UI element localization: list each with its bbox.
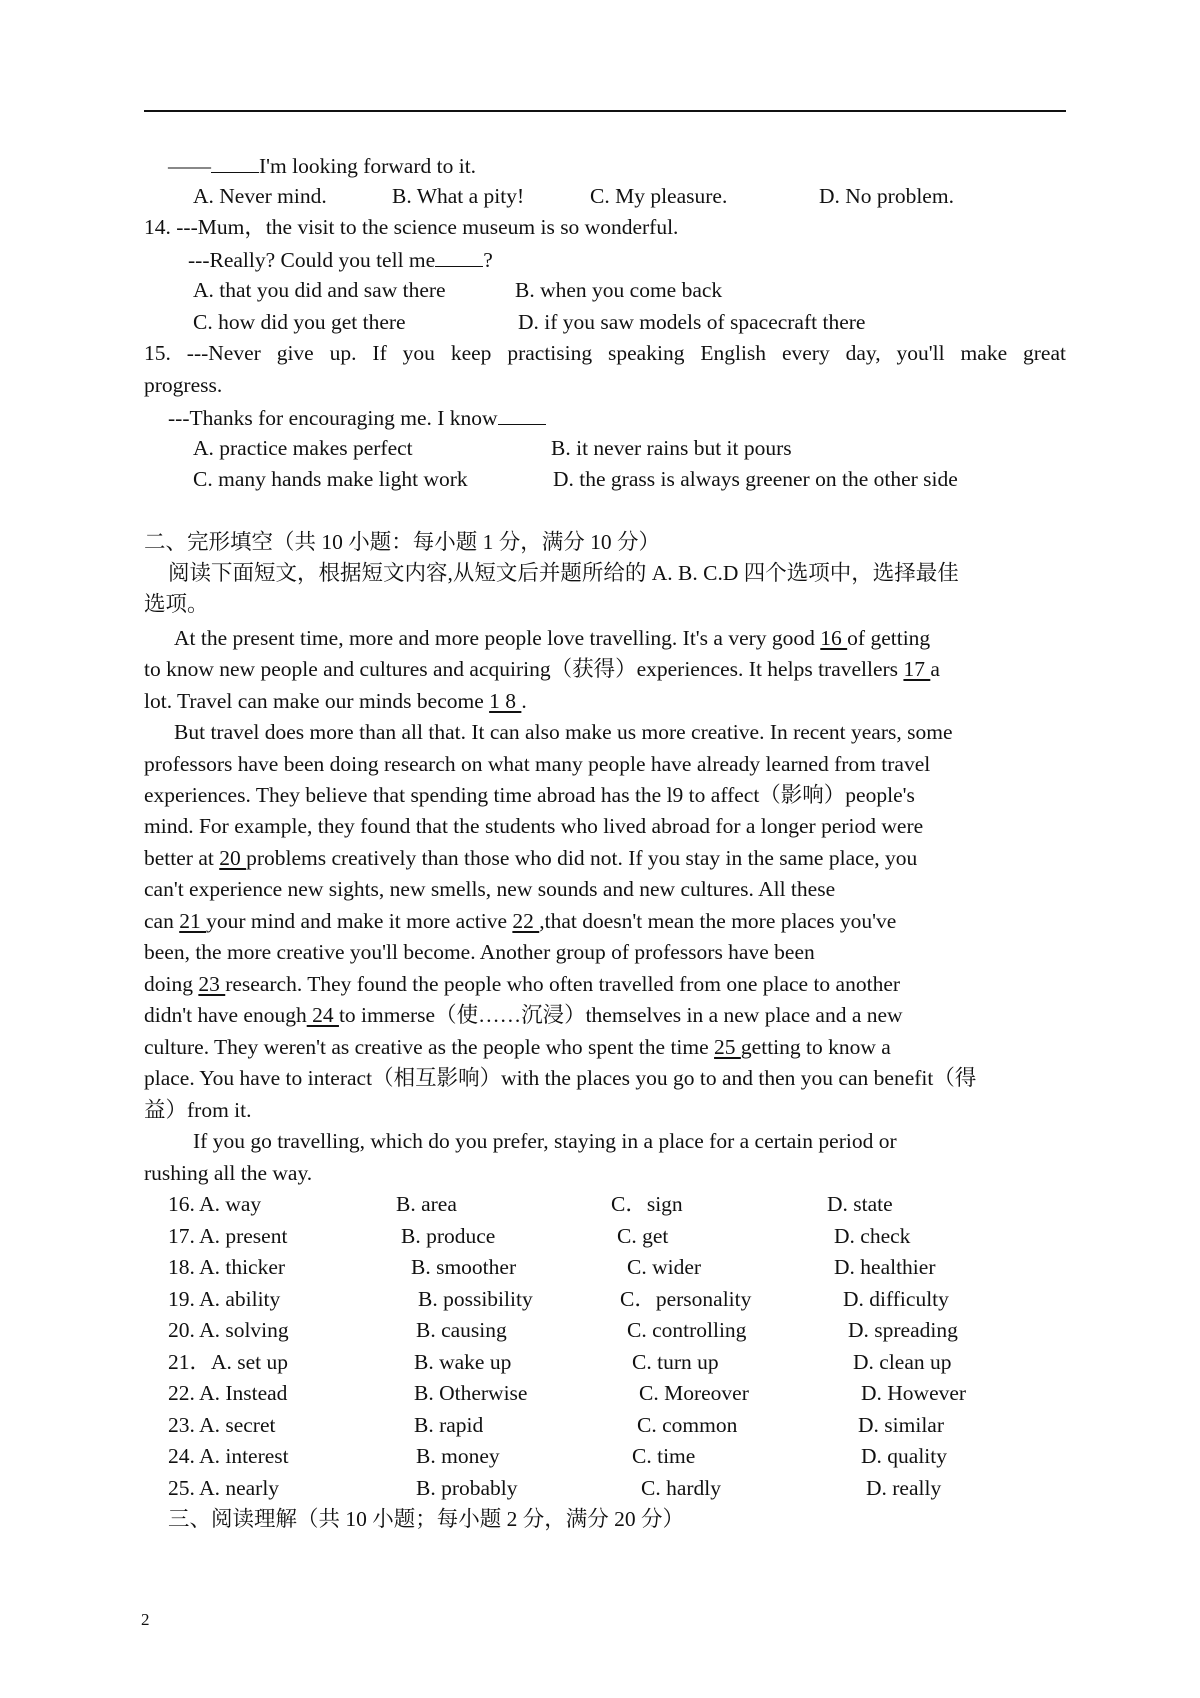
choice-19-b: B. possibility: [418, 1287, 533, 1311]
q14-option-c: C. how did you get there: [193, 310, 406, 334]
section2-instruction: 阅读下面短文，根据短文内容,从短文后并题所给的 A. B. C.D 四个选项中，选择最佳: [168, 561, 959, 585]
choice-20-b: B. causing: [416, 1318, 507, 1342]
choice-16-b: B. area: [396, 1192, 457, 1216]
q13-option-a: A. Never mind.: [193, 184, 327, 208]
q13-option-d: D. No problem.: [819, 184, 954, 208]
choice-19-a: 19. A. ability: [168, 1287, 281, 1311]
passage-line: 益）from it.: [144, 1098, 252, 1122]
blank-22: 22: [512, 909, 540, 933]
choice-23-b: B. rapid: [414, 1413, 484, 1437]
choice-17-a: 17. A. present: [168, 1224, 288, 1248]
q15-option-a: A. practice makes perfect: [193, 436, 413, 460]
passage-line: better at 20 problems creatively than those who did not. If you stay in the same place, you: [144, 846, 918, 870]
q13-text: I'm looking forward to it.: [259, 154, 477, 178]
q13-blank: [211, 152, 259, 173]
choice-19-d: D. difficulty: [843, 1287, 949, 1311]
choice-17-c: C. get: [617, 1224, 669, 1248]
choice-22-d: D. However: [861, 1381, 967, 1405]
passage-line: place. You have to interact（相互影响）with the places you go to and then you can benefit（得: [144, 1066, 977, 1090]
choice-25-c: C. hardly: [641, 1476, 722, 1500]
choice-17-b: B. produce: [401, 1224, 496, 1248]
q15-question-line2: progress.: [144, 373, 223, 397]
q14-question: 14. ---Mum，the visit to the science museum is so wonderful.: [144, 215, 679, 239]
header-rule: [144, 110, 1066, 112]
choice-22-a: 22. A. Instead: [168, 1381, 288, 1405]
q15-option-c: C. many hands make light work: [193, 467, 468, 491]
blank-17: 17: [903, 657, 931, 681]
passage-line: experiences. They believe that spending time abroad has the l9 to affect（影响）people's: [144, 783, 915, 807]
q14-option-d: D. if you saw models of spacecraft there: [518, 310, 866, 334]
blank-25: 25: [714, 1035, 741, 1059]
passage-line: rushing all the way.: [144, 1161, 313, 1185]
choice-23-c: C. common: [637, 1413, 738, 1437]
choice-18-c: C. wider: [627, 1255, 702, 1279]
choice-23-d: D. similar: [858, 1413, 944, 1437]
passage-line: At the present time, more and more people love travelling. It's a very good 16 of getting: [174, 626, 931, 650]
choice-22-c: C. Moreover: [639, 1381, 749, 1405]
q14-blank: [435, 246, 483, 267]
choice-24-c: C. time: [632, 1444, 696, 1468]
choice-20-a: 20. A. solving: [168, 1318, 289, 1342]
choice-18-a: 18. A. thicker: [168, 1255, 286, 1279]
choice-20-c: C. controlling: [627, 1318, 747, 1342]
passage-line: been, the more creative you'll become. Another group of professors have been: [144, 940, 815, 964]
passage-line: can 21 your mind and make it more active 22 ,that doesn't mean the more places you've: [144, 909, 897, 933]
choice-16-d: D. state: [827, 1192, 893, 1216]
choice-24-d: D. quality: [861, 1444, 947, 1468]
passage-line: lot. Travel can make our minds become 1 8 .: [144, 689, 527, 713]
page-number: 2: [141, 1610, 150, 1629]
choice-22-b: B. Otherwise: [414, 1381, 528, 1405]
q15-option-d: D. the grass is always greener on the other side: [553, 467, 958, 491]
passage-line: doing 23 research. They found the people who often travelled from one place to another: [144, 972, 901, 996]
blank-16: 16: [820, 626, 848, 650]
passage-line: mind. For example, they found that the students who lived abroad for a longer period were: [144, 814, 924, 838]
section3-heading: 三、阅读理解（共 10 小题；每小题 2 分，满分 20 分）: [168, 1507, 685, 1531]
q13-option-b: B. What a pity!: [392, 184, 525, 208]
choice-24-a: 24. A. interest: [168, 1444, 289, 1468]
choice-16-a: 16. A. way: [168, 1192, 262, 1216]
section2-heading: 二、完形填空（共 10 小题：每小题 1 分，满分 10 分）: [144, 530, 661, 554]
choice-23-a: 23. A. secret: [168, 1413, 276, 1437]
choice-25-a: 25. A. nearly: [168, 1476, 280, 1500]
choice-21-a: 21．A. set up: [168, 1350, 289, 1374]
q14-option-b: B. when you come back: [515, 278, 723, 302]
q14-reply-text: ---Really? Could you tell me: [188, 248, 436, 272]
section2-instruction-cont: 选项。: [144, 592, 209, 616]
choice-24-b: B. money: [416, 1444, 500, 1468]
passage-line: can't experience new sights, new smells, new sounds and new cultures. All these: [144, 877, 836, 901]
choice-21-b: B. wake up: [414, 1350, 512, 1374]
q14-reply-end: ?: [483, 248, 493, 272]
choice-17-d: D. check: [834, 1224, 911, 1248]
passage-line: professors have been doing research on what many people have already learned from travel: [144, 752, 931, 776]
choice-18-b: B. smoother: [411, 1255, 517, 1279]
choice-21-d: D. clean up: [853, 1350, 952, 1374]
passage-line: didn't have enough 24 to immerse（使……沉浸）themselves in a new place and a new: [144, 1003, 903, 1027]
q13-line: [168, 152, 476, 178]
q15-reply-text: ---Thanks for encouraging me. I know: [168, 406, 498, 430]
blank-24: 24: [306, 1003, 339, 1027]
choice-19-c: C．personality: [620, 1287, 752, 1311]
choice-18-d: D. healthier: [834, 1255, 936, 1279]
blank-21: 21: [179, 909, 207, 933]
blank-20: 20: [219, 846, 247, 870]
choice-21-c: C. turn up: [632, 1350, 719, 1374]
choice-25-b: B. probably: [416, 1476, 518, 1500]
q14-reply: [188, 246, 493, 272]
passage-line: If you go travelling, which do you prefer, staying in a place for a certain period or: [193, 1129, 897, 1153]
choice-16-c: C．sign: [611, 1192, 683, 1216]
q15-reply: [168, 404, 546, 430]
choice-25-d: D. really: [866, 1476, 942, 1500]
q15-question-line1: 15. ---Never give up. If you keep practising speaking English every day, you'll make great: [144, 341, 1066, 365]
choice-20-d: D. spreading: [848, 1318, 958, 1342]
passage-line: culture. They weren't as creative as the people who spent the time 25 getting to know a: [144, 1035, 891, 1059]
passage-line: to know new people and cultures and acquiring（获得）experiences. It helps travellers 17 a: [144, 657, 940, 681]
q13-option-c: C. My pleasure.: [590, 184, 728, 208]
q15-blank: [498, 404, 546, 425]
q13-dash: ——: [168, 154, 211, 178]
blank-23: 23: [198, 972, 226, 996]
passage-line: But travel does more than all that. It can also make us more creative. In recent years, some: [174, 720, 953, 744]
q15-option-b: B. it never rains but it pours: [551, 436, 792, 460]
blank-18: 1 8: [489, 689, 522, 713]
q14-option-a: A. that you did and saw there: [193, 278, 446, 302]
